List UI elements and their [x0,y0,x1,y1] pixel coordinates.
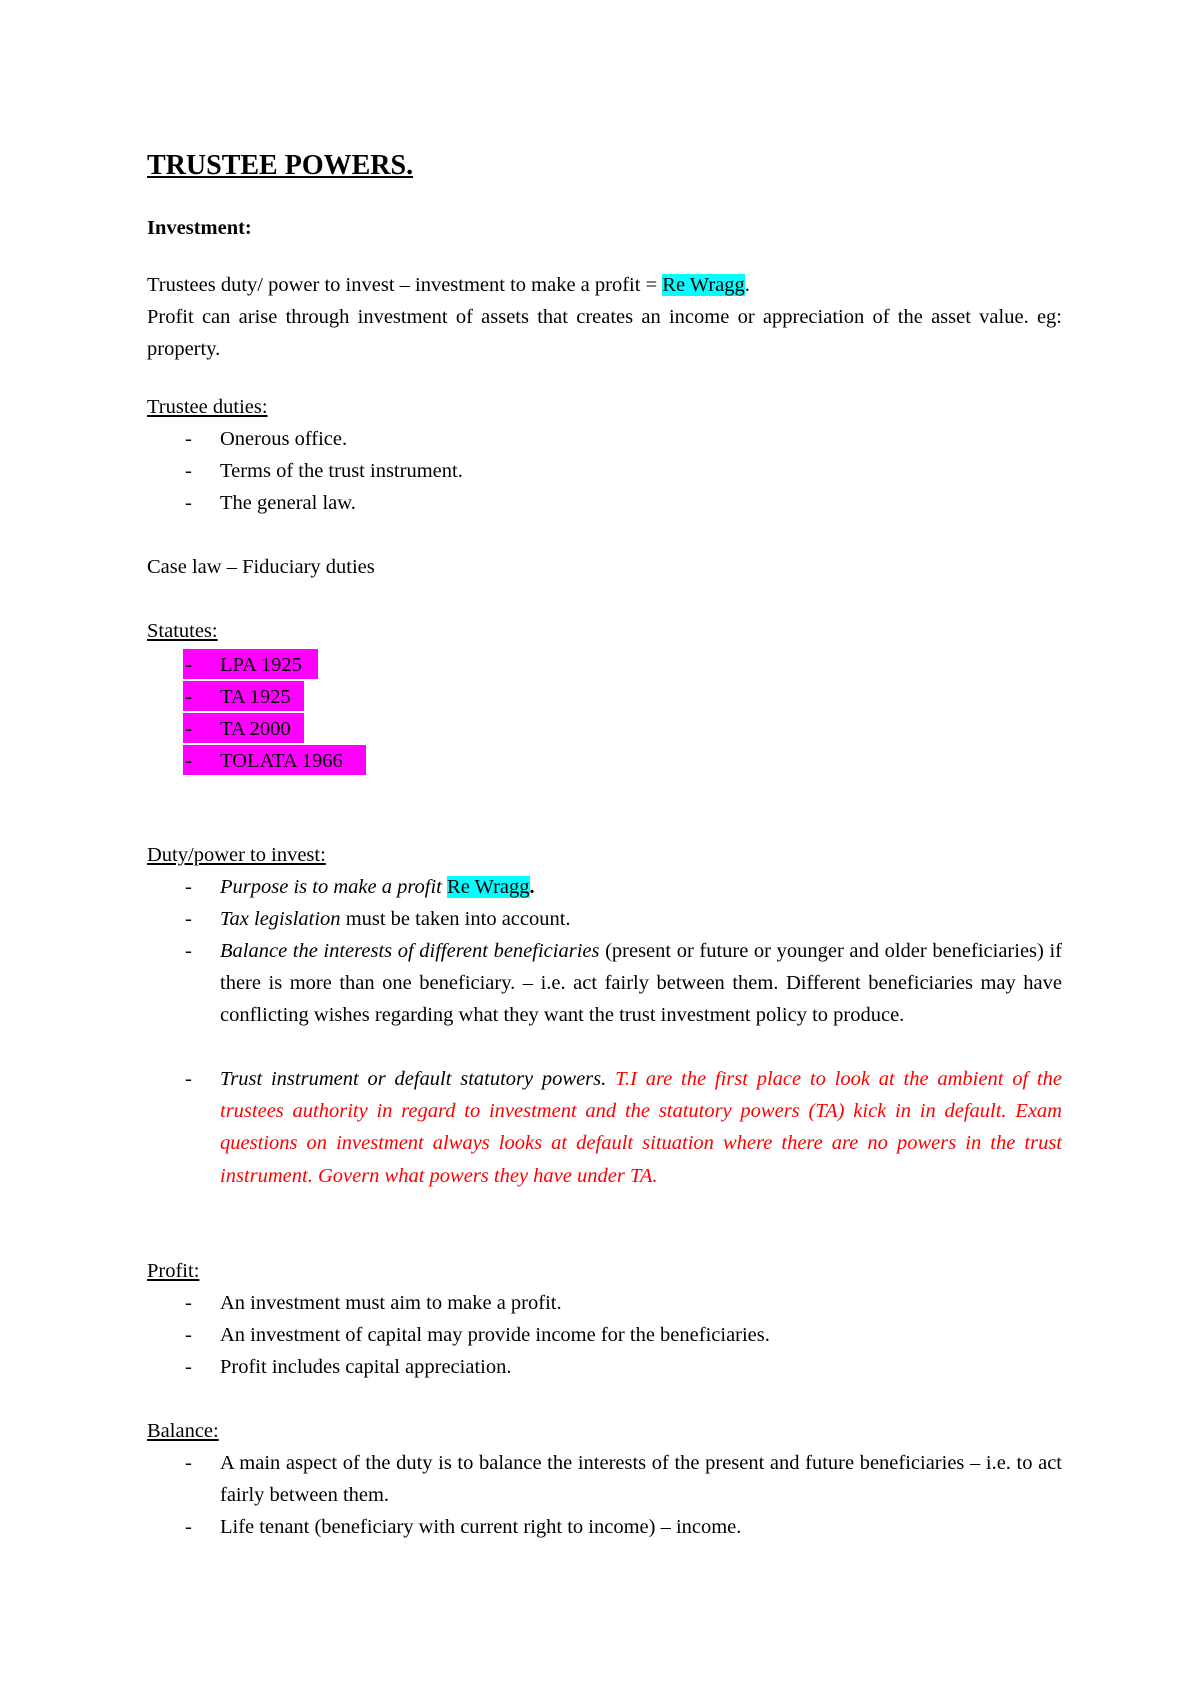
intro-text: Trustees duty/ power to invest – investment to make a profit = [147,274,663,296]
list-item-text [220,1063,1062,1192]
statute-item [183,649,318,679]
statute-item [183,681,304,711]
duty-power-heading: Duty/power to invest: [147,844,326,866]
list-item-text: An investment of capital may provide income for the beneficiaries. [220,1324,770,1346]
red-note: T.I are the first place to look at the ambient of the trustees authority in regard to investment and the statutory powers (TA) kick in in default. Exam questions on investment always looks at default situation where there are no powers in the trust instrument. Govern what powers they have under TA. [220,1068,1062,1187]
list-item-text: Terms of the trust instrument. [220,460,463,482]
statute-item [183,713,304,743]
list-dash: - [185,654,192,676]
list-dash: - [185,1452,192,1474]
emphasis-text: Purpose is to make a profit [220,876,442,898]
list-dash: - [185,940,192,962]
intro-line [147,269,1062,301]
list-item-text [220,935,1062,1032]
list-item-text: Life tenant (beneficiary with current right to income) – income. [220,1516,742,1538]
trustee-duties-heading: Trustee duties: [147,396,268,418]
investment-heading: Investment: [147,217,252,239]
list-item-text: The general law. [220,492,356,514]
list-dash: - [185,1516,192,1538]
list-item-text: A main aspect of the duty is to balance the interests of the present and future beneficiaries – i.e. to act fairly between them. [220,1452,1062,1507]
intro-end: . [744,274,750,296]
statutes-heading: Statutes: [147,620,218,642]
list-dash: - [185,1356,192,1378]
statute-item [183,745,366,775]
list-dash: - [185,1324,192,1346]
list-dash: - [185,428,192,450]
emphasis-text: Balance the interests of different beneficiaries [220,940,600,962]
list-dash: - [185,750,192,772]
case-law-line: Case law – Fiduciary duties [147,556,375,578]
list-item-text: An investment must aim to make a profit. [220,1292,562,1314]
balance-heading: Balance: [147,1420,219,1442]
period: . [529,876,535,898]
page-title: TRUSTEE POWERS. [147,150,414,181]
emphasis-text: Trust instrument or default statutory powers. [220,1068,607,1090]
list-dash: - [185,460,192,482]
list-item-text: Onerous office. [220,428,348,450]
list-dash: - [185,718,192,740]
item-rest: (present or future or younger and older beneficiaries) if there is more than one beneficiary. – i.e. act fairly between them. Different beneficiaries may have conflicting wishes regarding what they want the trust investment policy to produce. [220,940,1062,1027]
statute-label: TA 2000 [220,718,291,740]
list-item-text [220,903,1062,935]
statute-label: TA 1925 [220,686,291,708]
list-dash: - [185,876,192,898]
list-dash: - [185,492,192,514]
statute-label: LPA 1925 [220,654,302,676]
statute-label: TOLATA 1966 [220,750,343,772]
list-item-text: Profit includes capital appreciation. [220,1356,512,1378]
list-dash: - [185,686,192,708]
intro-paragraph: Profit can arise through investment of assets that creates an income or appreciation of the asset value. eg: property. [147,306,1062,360]
item-rest: must be taken into account. [340,908,571,930]
case-highlight-re-wragg: Re Wragg [447,876,530,898]
list-dash: - [185,1068,192,1090]
list-item-text [220,871,1062,903]
profit-heading: Profit: [147,1260,200,1282]
list-dash: - [185,908,192,930]
emphasis-text: Tax legislation [220,908,341,930]
list-dash: - [185,1292,192,1314]
case-highlight-re-wragg: Re Wragg [662,274,745,296]
